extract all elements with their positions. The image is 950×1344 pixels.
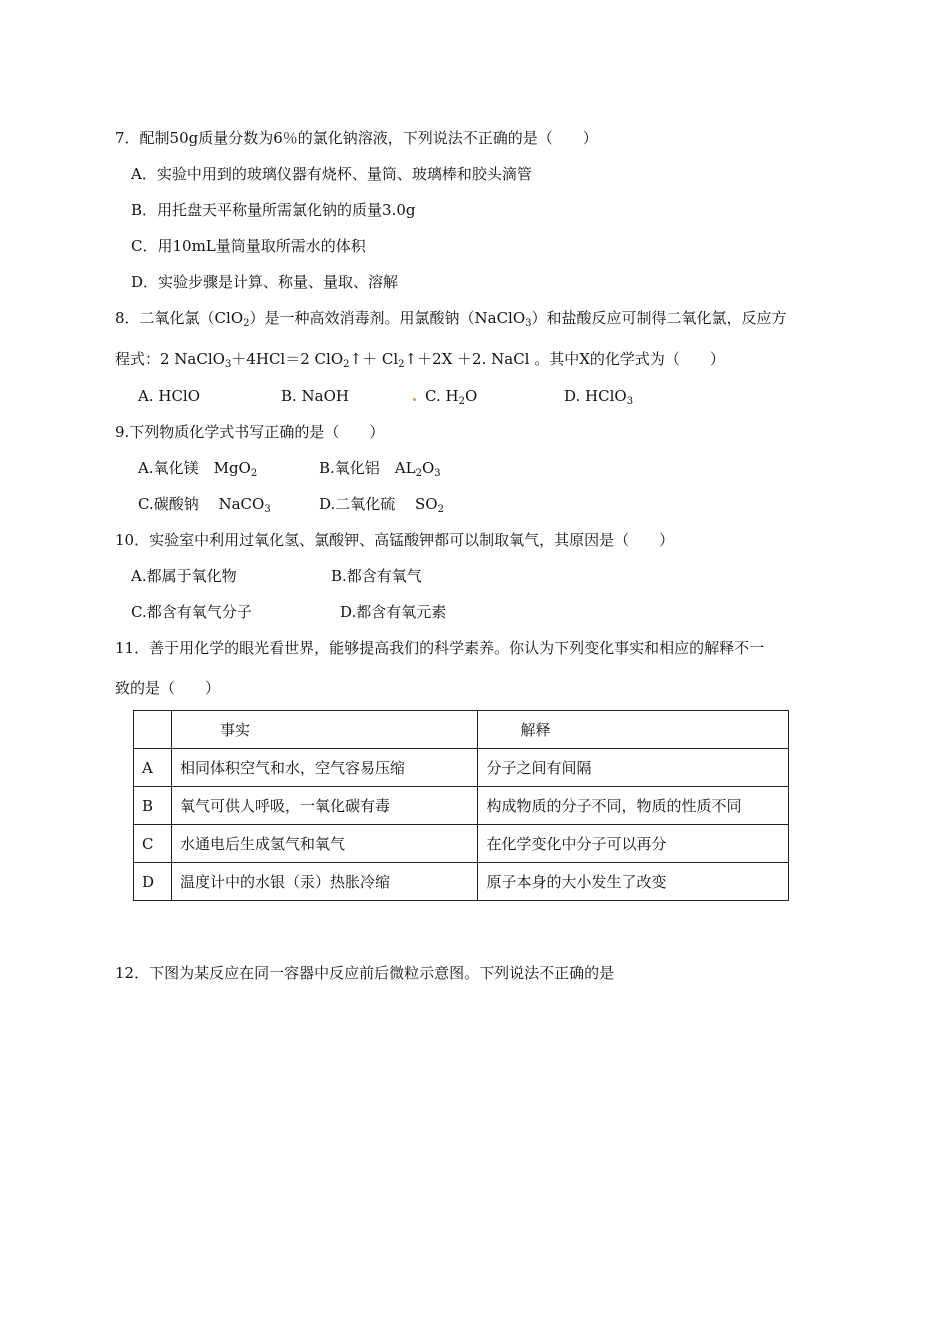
question-10-option-a: A.都属于氧化物 <box>131 567 237 585</box>
question-11-stem-line1: 11．善于用化学的眼光看世界，能够提高我们的科学素养。你认为下列变化事实和相应的解释不一 <box>115 639 765 657</box>
question-7-option-d: D．实验步骤是计算、称量、量取、溶解 <box>131 273 399 291</box>
table-header-row <box>134 711 789 749</box>
q8-eq-part4: ↑＋2X ＋2. NaCl 。其中X的化学式为（ ） <box>404 350 725 368</box>
table-header-fact: 事实 <box>172 711 478 749</box>
question-8-option-c <box>425 386 477 412</box>
q8-stem-sub1: 2 <box>243 318 250 329</box>
question-8-equation <box>115 349 725 375</box>
q9-option-b-sub2: 3 <box>434 468 441 479</box>
q9-option-b-sub1: 2 <box>415 468 422 479</box>
question-7-stem: 7．配制50g质量分数为6％的氯化钠溶液，下列说法不正确的是（ ） <box>115 129 598 147</box>
q8-option-c-text: C. H <box>425 387 459 405</box>
question-8-stem <box>115 308 787 334</box>
q8-eq-part2: ＋4HCl＝2 ClO <box>231 350 344 368</box>
q8-stem-part1: 8．二氧化氯（ClO <box>115 309 244 327</box>
q8-eq-part3: ↑＋ Cl <box>349 350 399 368</box>
question-9-option-d <box>319 494 444 520</box>
row-fact: 相同体积空气和水，空气容易压缩 <box>172 749 478 787</box>
row-explanation: 构成物质的分子不同，物质的性质不同 <box>478 787 789 825</box>
q8-stem-sub2: 3 <box>525 318 532 329</box>
table-row <box>134 825 789 863</box>
question-11-stem-line2: 致的是（ ） <box>115 679 221 697</box>
question-9-option-b <box>319 458 441 484</box>
row-key: D <box>134 863 172 901</box>
question-10-option-c: C.都含有氧气分子 <box>131 603 252 621</box>
question-8-option-a: A. HClO <box>138 387 201 405</box>
row-fact: 水通电后生成氢气和氧气 <box>172 825 478 863</box>
question-10-option-d: D.都含有氧元素 <box>340 603 447 621</box>
row-fact: 氧气可供人呼吸，一氧化碳有毒 <box>172 787 478 825</box>
question-8-option-d <box>564 386 633 412</box>
row-explanation: 原子本身的大小发生了改变 <box>478 863 789 901</box>
q8-option-d-sub: 3 <box>626 396 634 407</box>
facts-table <box>133 710 789 901</box>
q8-stem-part3: ）和盐酸反应可制得二氧化氯，反应方 <box>531 309 787 327</box>
q9-option-d-text: D.二氧化硫 SO <box>319 495 438 513</box>
question-7-option-c: C．用10mL量筒量取所需水的体积 <box>131 237 366 255</box>
table-row <box>134 863 789 901</box>
row-explanation: 分子之间有间隔 <box>478 749 789 787</box>
question-7-option-b: B．用托盘天平称量所需氯化钠的质量3.0g <box>131 201 416 219</box>
question-8-option-b: B. NaOH <box>281 387 350 405</box>
q9-option-a-sub: 2 <box>250 468 258 479</box>
question-12-stem: 12．下图为某反应在同一容器中反应前后微粒示意图。下列说法不正确的是 <box>115 964 615 982</box>
row-key: A <box>134 749 172 787</box>
q8-option-d-text: D. HClO <box>564 387 627 405</box>
q9-option-a-text: A.氧化镁 MgO <box>138 459 251 477</box>
stray-dot-mark <box>413 398 416 401</box>
row-key: C <box>134 825 172 863</box>
q8-option-c-sub: 2 <box>458 396 465 407</box>
table-row <box>134 749 789 787</box>
q9-option-b-mid: O <box>421 459 435 477</box>
q8-stem-part2: ）是一种高效消毒剂。用氯酸钠（NaClO <box>249 309 526 327</box>
q9-option-d-sub: 2 <box>437 504 444 515</box>
row-key: B <box>134 787 172 825</box>
q9-option-b-text: B.氧化铝 AL <box>319 459 416 477</box>
question-10-stem: 10．实验室中利用过氧化氢、氯酸钾、高锰酸钾都可以制取氧气，其原因是（ ） <box>115 531 675 549</box>
q8-eq-sub3: 2 <box>398 359 405 370</box>
question-10-option-b: B.都含有氧气 <box>331 567 422 585</box>
table-header-key <box>134 711 172 749</box>
q8-eq-sub2: 2 <box>343 359 350 370</box>
question-9-option-a <box>138 458 257 484</box>
q9-option-c-sub: 3 <box>264 504 271 515</box>
q8-option-c-tail: O <box>464 387 478 405</box>
q9-option-c-text: C.碳酸钠 NaCO <box>138 495 265 513</box>
question-9-option-c <box>138 494 271 520</box>
row-explanation: 在化学变化中分子可以再分 <box>478 825 789 863</box>
question-9-stem: 9.下列物质化学式书写正确的是（ ） <box>115 423 385 441</box>
row-fact: 温度计中的水银（汞）热胀冷缩 <box>172 863 478 901</box>
q8-eq-part1: 程式：2 NaClO <box>115 350 225 368</box>
question-7-option-a: A．实验中用到的玻璃仪器有烧杯、量筒、玻璃棒和胶头滴管 <box>131 165 532 183</box>
table-header-explanation: 解释 <box>478 711 789 749</box>
table-row <box>134 787 789 825</box>
q8-eq-sub1: 3 <box>224 359 232 370</box>
